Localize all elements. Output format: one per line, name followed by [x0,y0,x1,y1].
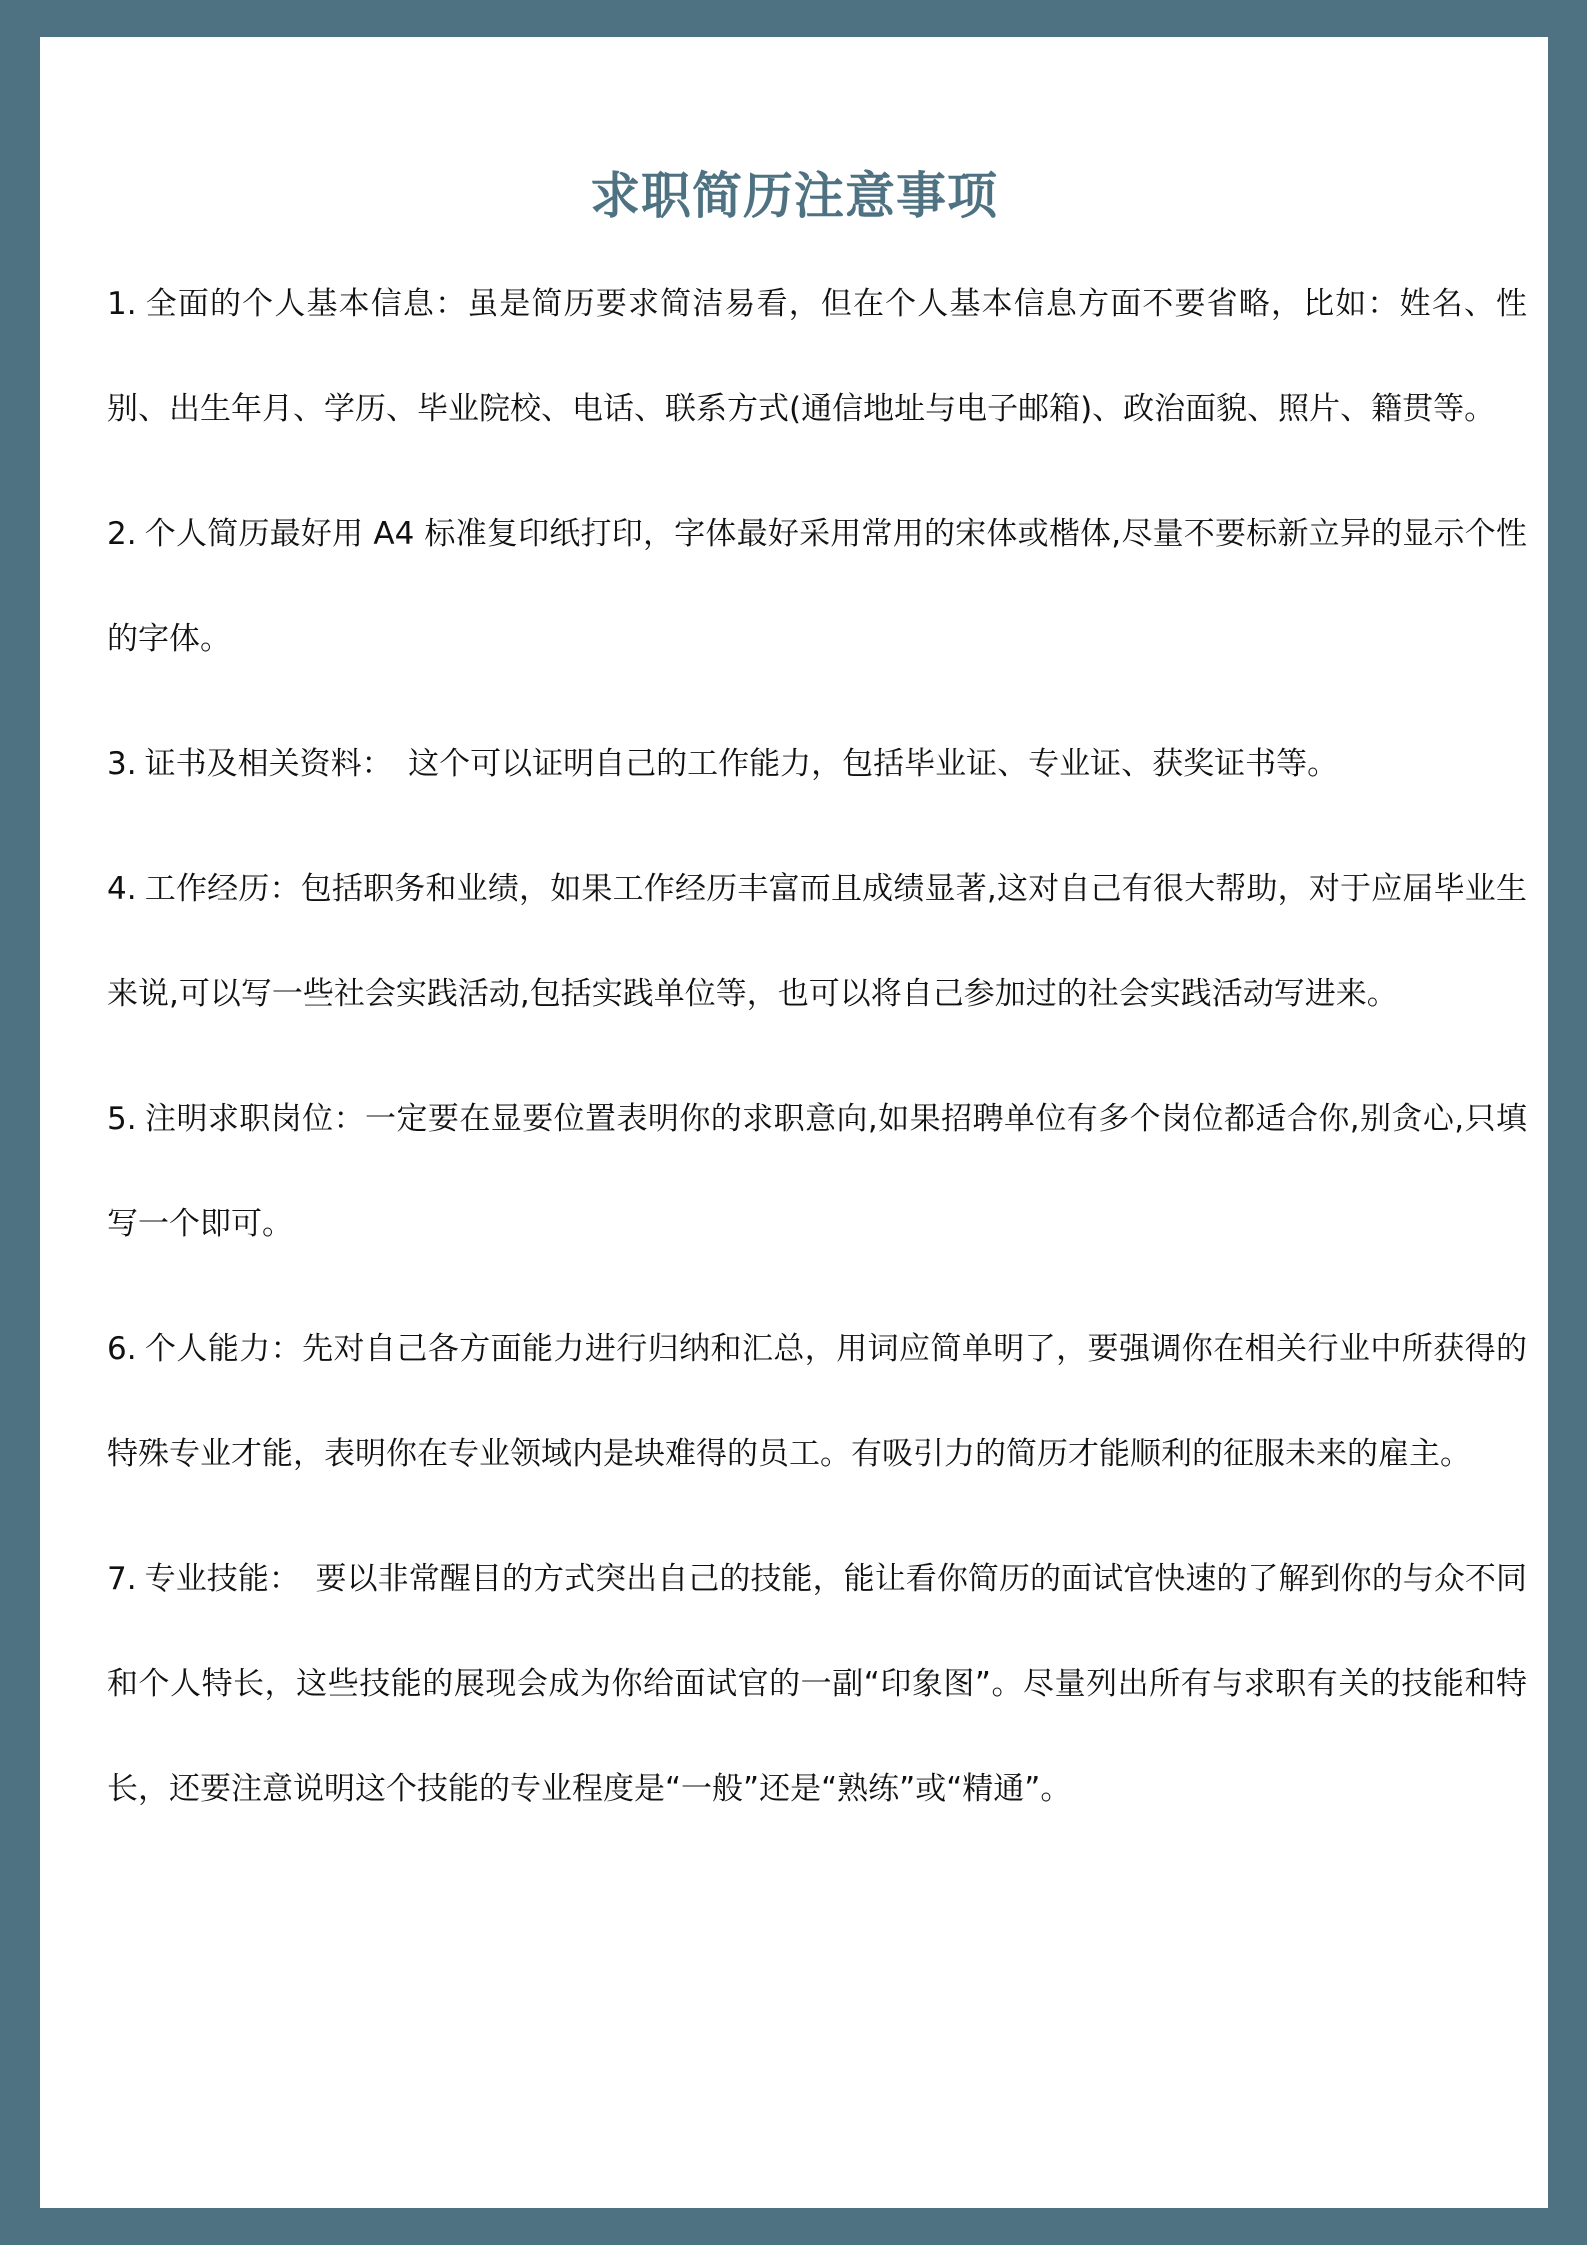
list-item [107,482,1527,692]
item-text: 全面的个人基本信息：虽是简历要求简洁易看，但在个人基本信息方面不要省略，比如：姓名、性别、出生年月、学历、毕业院校、电话、联系方式(通信地址与电子邮箱)、政治面貌、照片、籍贯等。 [107,286,1527,427]
list-item [107,1527,1527,1842]
item-number: 6. [107,1331,137,1367]
item-number: 5. [107,1101,137,1137]
item-number: 1. [107,286,137,322]
item-number: 3. [107,746,137,782]
page-title: 求职简历注意事项 [590,167,998,225]
item-text: 个人简历最好用 A4 标准复印纸打印，字体最好采用常用的宋体或楷体,尽量不要标新立异的显示个性的字体。 [107,516,1527,657]
item-number: 7. [107,1561,137,1597]
tips-list [107,252,1527,1862]
item-number: 4. [107,871,137,907]
document-page [40,37,1548,2208]
item-text: 证书及相关资料： 这个可以证明自己的工作能力，包括毕业证、专业证、获奖证书等。 [144,746,1339,782]
list-item [107,252,1527,462]
list-item [107,837,1527,1047]
item-text: 工作经历：包括职务和业绩，如果工作经历丰富而且成绩显著,这对自己有很大帮助，对于应届毕业生来说,可以写一些社会实践活动,包括实践单位等，也可以将自己参加过的社会实践活动写进来。 [107,871,1527,1012]
item-text: 注明求职岗位：一定要在显要位置表明你的求职意向,如果招聘单位有多个岗位都适合你,别贪心,只填写一个即可。 [107,1101,1527,1242]
list-item [107,712,1527,817]
item-text: 专业技能： 要以非常醒目的方式突出自己的技能，能让看你简历的面试官快速的了解到你的与众不同和个人特长，这些技能的展现会成为你给面试官的一副“印象图”。尽量列出所有与求职有关的技能和特长，还要注意说明这个技能的专业程度是“一般”还是“熟练”或“精通”。 [107,1561,1527,1807]
item-number: 2. [107,516,137,552]
list-item [107,1067,1527,1277]
item-text: 个人能力：先对自己各方面能力进行归纳和汇总，用词应简单明了，要强调你在相关行业中所获得的特殊专业才能，表明你在专业领域内是块难得的员工。有吸引力的简历才能顺利的征服未来的雇主。 [107,1331,1527,1472]
list-item [107,1297,1527,1507]
